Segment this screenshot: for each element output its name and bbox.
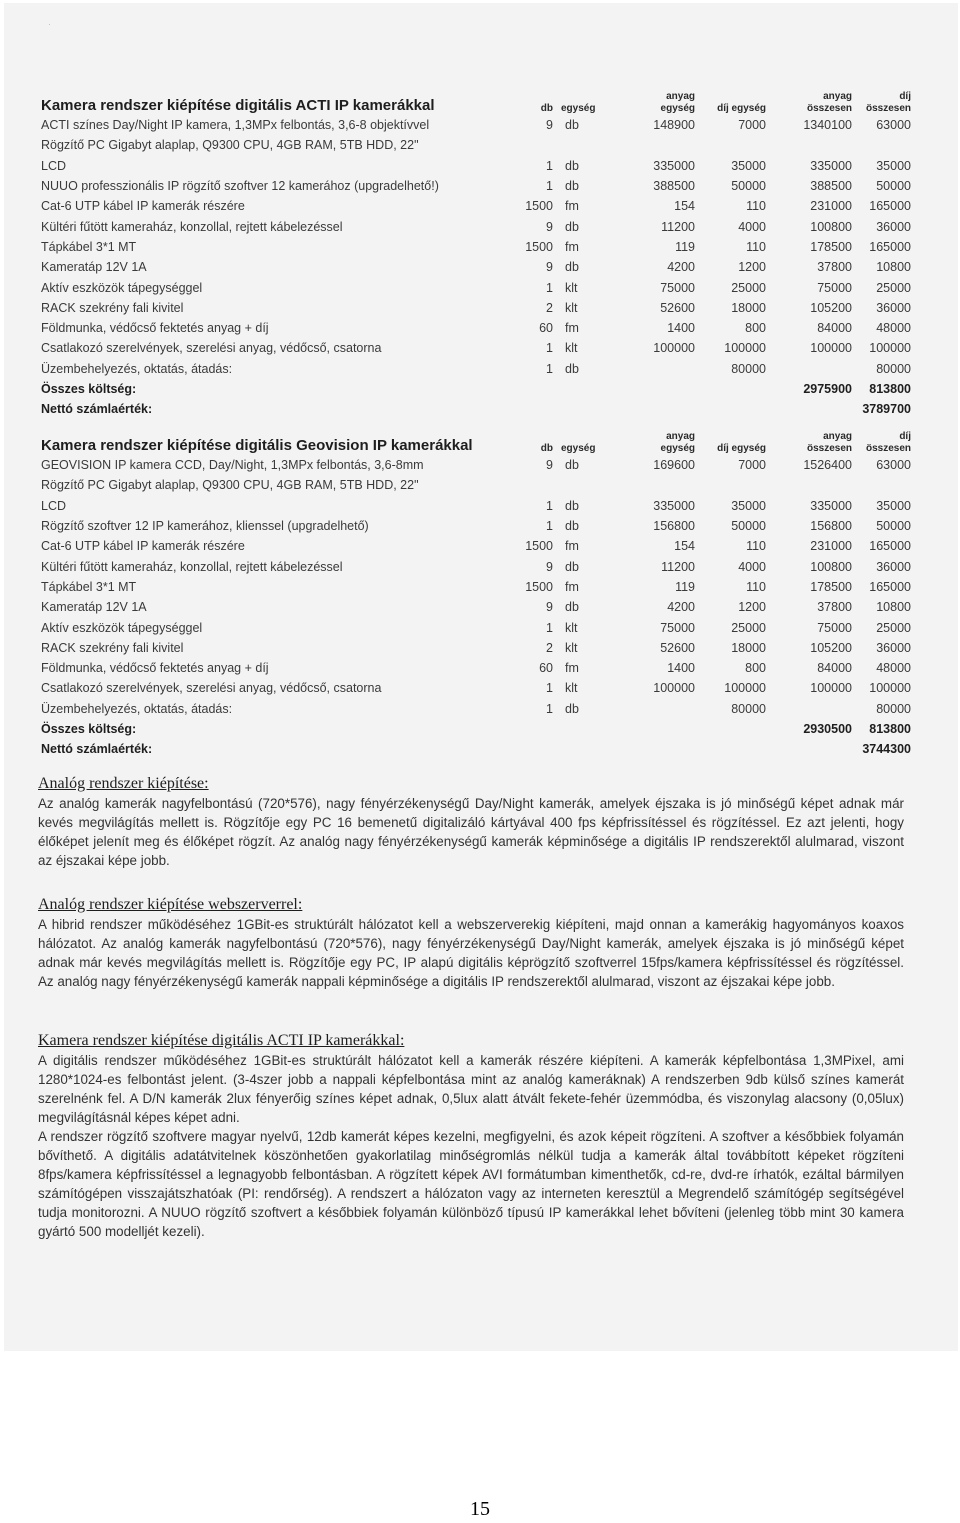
- unit-cell: fm: [565, 579, 579, 594]
- column-header: [521, 424, 553, 455]
- unit-cell: db: [565, 158, 579, 173]
- empty-cell: [695, 379, 766, 399]
- table-row: [41, 617, 911, 637]
- unit-cell: db: [565, 260, 579, 275]
- table-row: [41, 678, 911, 698]
- quantity-cell: 2: [546, 640, 553, 655]
- unit-cell: db: [565, 559, 579, 574]
- value-cell: [852, 475, 911, 495]
- quantity-cell: [521, 475, 553, 495]
- value-cell: 100000: [810, 341, 852, 356]
- quantity-cell: [521, 135, 553, 155]
- value-cell: 52600: [660, 640, 695, 655]
- value-cell: 165000: [869, 199, 911, 214]
- value-cell: 388500: [653, 179, 695, 194]
- table-row: [41, 577, 911, 597]
- value-cell: 63000: [876, 118, 911, 133]
- item-description: Rögzítő szoftver 12 IP kamerához, klienssel (upgradelhető): [41, 519, 369, 534]
- unit-cell: fm: [565, 239, 579, 254]
- value-cell: 178500: [810, 579, 852, 594]
- item-description: Aktív eszközök tápegységgel: [41, 620, 203, 635]
- total-dij: 813800: [869, 382, 911, 396]
- quantity-cell: 60: [539, 661, 553, 676]
- item-description: Cat-6 UTP kábel IP kamerák részére: [41, 199, 245, 214]
- item-description: ACTI színes Day/Night IP kamera, 1,3MPx felbontás, 3,6-8 objektívvel: [41, 118, 430, 133]
- empty-cell: [766, 399, 852, 419]
- column-header: [852, 84, 911, 115]
- value-cell: 48000: [876, 661, 911, 676]
- value-cell: 388500: [810, 179, 852, 194]
- quantity-cell: 1: [546, 681, 553, 696]
- quantity-cell: 2: [546, 300, 553, 315]
- column-header-top: díj: [899, 91, 911, 102]
- value-cell: 165000: [869, 539, 911, 554]
- item-description: Rögzítő PC Gigabyt alaplap, Q9300 CPU, 4GB RAM, 5TB HDD, 22": [41, 138, 419, 153]
- value-cell: 4000: [738, 559, 766, 574]
- section-paragraph: Az analóg kamerák nagyfelbontású (720*576), nagy fényérzékenységű Day/Night kamerák, amelyek éjszaka is jó minőségű képet adnak már kevés megvilágítás mellett is. Rögzítője egy PC 16 bemenetű digitalizáló kártyával 400 fps képfrissítéssel és rögzítéssel. Ez azt jelenti, hogy élőképet jelenít meg és élőképet rögzít. Az analóg nagy fényérzékenységű kamerák képminősége a digitális IP rendszerektől alulmarad, viszont az éjszakai képe jobb.: [38, 796, 904, 868]
- net-row: [41, 399, 911, 419]
- item-description: NUUO professzionális IP rögzítő szoftver 12 kamerához (upgradelhető!): [41, 179, 439, 194]
- unit-cell: db: [565, 600, 579, 615]
- value-cell: 11200: [661, 559, 695, 574]
- empty-cell: [521, 739, 553, 759]
- table-row: [41, 597, 911, 617]
- table-row: [41, 115, 911, 135]
- unit-cell: db: [565, 118, 579, 133]
- unit-cell: fm: [565, 199, 579, 214]
- item-description: Kültéri fűtött kameraház, konzollal, rejtett kábelezéssel: [41, 559, 343, 574]
- value-cell: 10800: [876, 260, 911, 275]
- table-header-row: [41, 424, 911, 455]
- quantity-cell: 9: [546, 458, 553, 473]
- unit-cell: fm: [565, 661, 579, 676]
- value-cell: 110: [746, 579, 766, 594]
- value-cell: 1340100: [803, 118, 852, 133]
- page-number: 15: [470, 1498, 490, 1520]
- empty-cell: [611, 379, 695, 399]
- unit-cell: db: [565, 179, 579, 194]
- value-cell: 335000: [810, 498, 852, 513]
- value-cell: 335000: [653, 498, 695, 513]
- value-cell: 36000: [876, 219, 911, 234]
- section-paragraph: A hibrid rendszer működéséhez 1GBit-es struktúrált hálózatot kell a webszerverekig kiépíteni, majd onnan a kamerákig hagyományos koaxos hálózatot. Az analóg kamerák nagyfelbontású (720*576), nagy fényérzékenységű Day/Night kamerák, amelyek éjszaka is jó minőségű képet adnak már kevés megvilágítás mellett is. Rögzítője egy PC, IP alapú digitális képrögzítő szoftverrel 15fps/kamera képfrissítéssel és rögzítéssel. Az analóg nagy fényérzékenységű kamerák nappali képminősége a digitális IP rendszerektől alulmarad, viszont az éjszakai képe jobb.: [38, 917, 904, 989]
- column-header-bottom: díj egység: [717, 103, 766, 114]
- value-cell: 48000: [876, 321, 911, 336]
- value-cell: 335000: [653, 158, 695, 173]
- value-cell: 75000: [817, 280, 852, 295]
- item-description: LCD: [41, 498, 67, 513]
- column-header-bottom: díj egység: [717, 443, 766, 454]
- value-cell: 36000: [876, 559, 911, 574]
- unit-cell: klt: [565, 280, 578, 295]
- empty-cell: [521, 399, 553, 419]
- table-row: [41, 135, 911, 155]
- value-cell: [611, 699, 695, 719]
- column-header-top: anyag: [823, 91, 852, 102]
- text-section: [38, 1032, 904, 1241]
- value-cell: 50000: [876, 179, 911, 194]
- quantity-cell: 1500: [525, 239, 553, 254]
- empty-cell: [553, 719, 611, 739]
- total-row: [41, 379, 911, 399]
- value-cell: 4200: [667, 260, 695, 275]
- item-description: Cat-6 UTP kábel IP kamerák részére: [41, 539, 245, 554]
- value-cell: 100800: [810, 219, 852, 234]
- table-row: [41, 516, 911, 536]
- value-cell: [611, 475, 695, 495]
- column-header-bottom: összesen: [806, 443, 852, 454]
- table-row: [41, 176, 911, 196]
- value-cell: 37800: [817, 600, 852, 615]
- value-cell: 105200: [810, 300, 852, 315]
- quantity-cell: 1: [546, 158, 553, 173]
- value-cell: 36000: [876, 300, 911, 315]
- empty-cell: [611, 399, 695, 419]
- section-heading: Kamera rendszer kiépítése digitális ACTI IP kamerákkal:: [38, 1032, 405, 1049]
- unit-cell: fm: [565, 321, 579, 336]
- table-title: Kamera rendszer kiépítése digitális ACTI IP kamerákkal: [41, 97, 435, 114]
- value-cell: 50000: [731, 519, 766, 534]
- unit-cell: db: [565, 519, 579, 534]
- table-row: [41, 216, 911, 236]
- value-cell: 10800: [876, 600, 911, 615]
- table-row: [41, 638, 911, 658]
- unit-cell: klt: [565, 620, 578, 635]
- value-cell: [695, 135, 766, 155]
- value-cell: 100000: [869, 681, 911, 696]
- value-cell: 25000: [731, 280, 766, 295]
- item-description: Tápkábel 3*1 MT: [41, 579, 137, 594]
- price-table: [41, 84, 911, 419]
- table-row: [41, 455, 911, 475]
- column-header: [553, 424, 611, 455]
- quantity-cell: 1: [546, 341, 553, 356]
- value-cell: 800: [745, 661, 766, 676]
- value-cell: 165000: [869, 239, 911, 254]
- value-cell: 52600: [660, 300, 695, 315]
- quantity-cell: 9: [546, 118, 553, 133]
- quantity-cell: 1: [546, 701, 553, 716]
- table-row: [41, 359, 911, 379]
- value-cell: 25000: [731, 620, 766, 635]
- value-cell: 100000: [810, 681, 852, 696]
- value-cell: 110: [746, 239, 766, 254]
- unit-cell: db: [565, 701, 579, 716]
- item-description: Csatlakozó szerelvények, szerelési anyag, védőcső, csatorna: [41, 341, 382, 356]
- value-cell: 100000: [653, 681, 695, 696]
- total-label: Összes költség:: [41, 382, 137, 396]
- unit-cell: [553, 135, 611, 155]
- table-row: [41, 699, 911, 719]
- quantity-cell: 1500: [525, 539, 553, 554]
- item-description: Tápkábel 3*1 MT: [41, 239, 137, 254]
- value-cell: 18000: [731, 640, 766, 655]
- item-description: RACK szekrény fali kivitel: [41, 640, 184, 655]
- table-row: [41, 338, 911, 358]
- column-header-bottom: egység: [561, 103, 596, 114]
- column-header: [695, 424, 766, 455]
- table-header-row: [41, 84, 911, 115]
- total-anyag: 2930500: [803, 722, 852, 736]
- table-row: [41, 156, 911, 176]
- price-table: [41, 424, 911, 759]
- empty-cell: [766, 739, 852, 759]
- item-description: Kameratáp 12V 1A: [41, 260, 147, 275]
- unit-cell: fm: [565, 539, 579, 554]
- unit-cell: db: [565, 361, 579, 376]
- column-header-bottom: összesen: [865, 443, 911, 454]
- value-cell: 75000: [660, 620, 695, 635]
- item-description: Földmunka, védőcső fektetés anyag + díj: [41, 321, 269, 336]
- total-label: Összes költség:: [41, 722, 137, 736]
- total-dij: 813800: [869, 722, 911, 736]
- value-cell: 7000: [738, 118, 766, 133]
- column-header-bottom: összesen: [865, 103, 911, 114]
- empty-cell: [521, 379, 553, 399]
- section-heading: Analóg rendszer kiépítése:: [38, 775, 209, 792]
- column-header: [852, 424, 911, 455]
- unit-cell: klt: [565, 640, 578, 655]
- value-cell: 1200: [738, 600, 766, 615]
- value-cell: 178500: [810, 239, 852, 254]
- value-cell: 35000: [876, 498, 911, 513]
- column-header-top: anyag: [823, 431, 852, 442]
- section-paragraph: A digitális rendszer működéséhez 1GBit-es struktúrált hálózatot kell a kamerák részére kiépíteni. A kamerák képfelbontása 1,3MPixel, ami 1280*1024-es felbontást jelent. (3-4szer jobb a nappali képfelbontása mint az analóg kameráknak) A rendszerben 9db külső színes kamerát szerelnénk fel. A D/N kamerák 2lux fényerőig színes képet adnak, 0,5lux alatt átvált fekete-fehér üzemmódba, és viszonylag alacsony (0,05lux) megvilágításnál képes képet adni.: [38, 1053, 904, 1125]
- quantity-cell: 1: [546, 361, 553, 376]
- value-cell: [611, 135, 695, 155]
- unit-cell: db: [565, 498, 579, 513]
- unit-cell: db: [565, 458, 579, 473]
- table-row: [41, 298, 911, 318]
- value-cell: 1400: [667, 661, 695, 676]
- total-anyag: 2975900: [803, 382, 852, 396]
- value-cell: 335000: [810, 158, 852, 173]
- column-header-top: anyag: [666, 91, 695, 102]
- value-cell: 84000: [817, 321, 852, 336]
- value-cell: 4200: [667, 600, 695, 615]
- table-row: [41, 475, 911, 495]
- quantity-cell: 1: [546, 620, 553, 635]
- item-description: Földmunka, védőcső fektetés anyag + díj: [41, 661, 269, 676]
- section-paragraph: A rendszer rögzítő szoftvere magyar nyelvű, 12db kamerát képes kezelni, megfigyelni, és azok képeit rögzíteni. A szoftver a későbbiek folyamán bővíthető. A digitális adatátvitelnek köszönhetően gyakorlatilag minőségromlás nélkül tudja a kamerák által továbbított képeket rögzíteni 8fps/kamera képfrissítéssel a legnagyobb felbontásban. A rögzített képek AVI formátumban kimenthetők, cd-re, dvd-re írhatók, ezáltal bármilyen számítógépen visszajátszhatóak (PI: rendőrség). A rendszert a hálózaton vagy az interneten keresztül a Megrendelő számítógép segítségével tudja monitorozni. A NUUO rögzítő szoftvert a későbbiek folyamán különböző típusú IP kamerákkal lehet bővíteni (jelenleg több mint 30 kamera gyártó 500 modelljét kezeli).: [38, 1129, 904, 1239]
- column-header-bottom: db: [540, 443, 553, 454]
- empty-cell: [521, 719, 553, 739]
- quantity-cell: 1: [546, 498, 553, 513]
- scan-speck: ·: [48, 19, 51, 29]
- value-cell: 36000: [876, 640, 911, 655]
- value-cell: [611, 359, 695, 379]
- value-cell: 75000: [817, 620, 852, 635]
- empty-cell: [695, 739, 766, 759]
- table-title: Kamera rendszer kiépítése digitális Geovision IP kamerákkal: [41, 437, 473, 454]
- item-description: GEOVISION IP kamera CCD, Day/Night, 1,3MPx felbontás, 3,6-8mm: [41, 458, 424, 473]
- value-cell: 169600: [653, 458, 695, 473]
- value-cell: 154: [674, 539, 695, 554]
- table-row: [41, 496, 911, 516]
- net-label: Nettó számlaérték:: [41, 402, 153, 417]
- column-header-bottom: egység: [561, 443, 596, 454]
- table-row: [41, 277, 911, 297]
- column-header: [611, 84, 695, 115]
- value-cell: 100000: [724, 681, 766, 696]
- empty-cell: [611, 719, 695, 739]
- value-cell: 63000: [876, 458, 911, 473]
- section-heading: Analóg rendszer kiépítése webszerverrel:: [38, 896, 303, 913]
- net-row: [41, 739, 911, 759]
- quantity-cell: 1500: [525, 579, 553, 594]
- quantity-cell: 1: [546, 519, 553, 534]
- table-row: [41, 318, 911, 338]
- net-value: 3744300: [862, 742, 911, 757]
- table-row: [41, 658, 911, 678]
- empty-cell: [695, 399, 766, 419]
- value-cell: 231000: [810, 539, 852, 554]
- net-label: Nettó számlaérték:: [41, 742, 153, 757]
- value-cell: 154: [674, 199, 695, 214]
- unit-cell: klt: [565, 300, 578, 315]
- item-description: Rögzítő PC Gigabyt alaplap, Q9300 CPU, 4GB RAM, 5TB HDD, 22": [41, 478, 419, 493]
- value-cell: 80000: [731, 701, 766, 716]
- item-description: Aktív eszközök tápegységgel: [41, 280, 203, 295]
- value-cell: 156800: [810, 519, 852, 534]
- table-row: [41, 196, 911, 216]
- value-cell: 35000: [731, 498, 766, 513]
- column-header: [766, 84, 852, 115]
- text-section: [38, 775, 904, 870]
- value-cell: 84000: [817, 661, 852, 676]
- value-cell: 4000: [738, 219, 766, 234]
- column-header: [553, 84, 611, 115]
- value-cell: 110: [746, 199, 766, 214]
- value-cell: 25000: [876, 620, 911, 635]
- empty-cell: [553, 399, 611, 419]
- value-cell: 119: [675, 579, 695, 594]
- item-description: LCD: [41, 158, 67, 173]
- value-cell: 231000: [810, 199, 852, 214]
- value-cell: 105200: [810, 640, 852, 655]
- empty-cell: [695, 719, 766, 739]
- net-value: 3789700: [862, 402, 911, 417]
- value-cell: 25000: [876, 280, 911, 295]
- value-cell: 1526400: [803, 458, 852, 473]
- quantity-cell: 9: [546, 559, 553, 574]
- value-cell: 800: [745, 321, 766, 336]
- unit-cell: klt: [565, 681, 578, 696]
- value-cell: [766, 699, 852, 719]
- value-cell: 119: [675, 239, 695, 254]
- value-cell: [766, 475, 852, 495]
- total-row: [41, 719, 911, 739]
- quantity-cell: 1: [546, 280, 553, 295]
- quantity-cell: 60: [539, 321, 553, 336]
- item-description: Kameratáp 12V 1A: [41, 600, 147, 615]
- column-header: [695, 84, 766, 115]
- empty-cell: [553, 739, 611, 759]
- unit-cell: [553, 475, 611, 495]
- value-cell: 11200: [661, 219, 695, 234]
- value-cell: 100000: [724, 341, 766, 356]
- value-cell: [695, 475, 766, 495]
- table-row: [41, 556, 911, 576]
- unit-cell: klt: [565, 341, 578, 356]
- text-section: [38, 896, 904, 991]
- value-cell: 35000: [731, 158, 766, 173]
- quantity-cell: 1500: [525, 199, 553, 214]
- value-cell: 80000: [876, 701, 911, 716]
- value-cell: 50000: [731, 179, 766, 194]
- table-row: [41, 536, 911, 556]
- value-cell: 75000: [660, 280, 695, 295]
- table-row: [41, 257, 911, 277]
- column-header-bottom: egység: [660, 103, 695, 114]
- column-header: [611, 424, 695, 455]
- value-cell: 100000: [869, 341, 911, 356]
- item-description: Csatlakozó szerelvények, szerelési anyag, védőcső, csatorna: [41, 681, 382, 696]
- quantity-cell: 9: [546, 219, 553, 234]
- column-header-top: díj: [899, 431, 911, 442]
- value-cell: 80000: [876, 361, 911, 376]
- unit-cell: db: [565, 219, 579, 234]
- value-cell: [766, 135, 852, 155]
- quantity-cell: 9: [546, 260, 553, 275]
- item-description: Üzembehelyezés, oktatás, átadás:: [41, 361, 233, 376]
- value-cell: 100000: [653, 341, 695, 356]
- value-cell: 35000: [876, 158, 911, 173]
- value-cell: 110: [746, 539, 766, 554]
- value-cell: 148900: [653, 118, 695, 133]
- column-header: [766, 424, 852, 455]
- empty-cell: [611, 739, 695, 759]
- value-cell: 1200: [738, 260, 766, 275]
- value-cell: 18000: [731, 300, 766, 315]
- column-header-top: anyag: [666, 431, 695, 442]
- quantity-cell: 1: [546, 179, 553, 194]
- value-cell: 37800: [817, 260, 852, 275]
- item-description: Üzembehelyezés, oktatás, átadás:: [41, 701, 233, 716]
- column-header-bottom: összesen: [806, 103, 852, 114]
- quantity-cell: 9: [546, 600, 553, 615]
- column-header-bottom: db: [540, 103, 553, 114]
- table-row: [41, 237, 911, 257]
- column-header: [521, 84, 553, 115]
- item-description: RACK szekrény fali kivitel: [41, 300, 184, 315]
- value-cell: 50000: [876, 519, 911, 534]
- value-cell: 1400: [667, 321, 695, 336]
- empty-cell: [553, 379, 611, 399]
- value-cell: 165000: [869, 579, 911, 594]
- value-cell: 100800: [810, 559, 852, 574]
- value-cell: 7000: [738, 458, 766, 473]
- column-header-bottom: egység: [660, 443, 695, 454]
- value-cell: 156800: [653, 519, 695, 534]
- item-description: Kültéri fűtött kameraház, konzollal, rejtett kábelezéssel: [41, 219, 343, 234]
- value-cell: [766, 359, 852, 379]
- value-cell: 80000: [731, 361, 766, 376]
- value-cell: [852, 135, 911, 155]
